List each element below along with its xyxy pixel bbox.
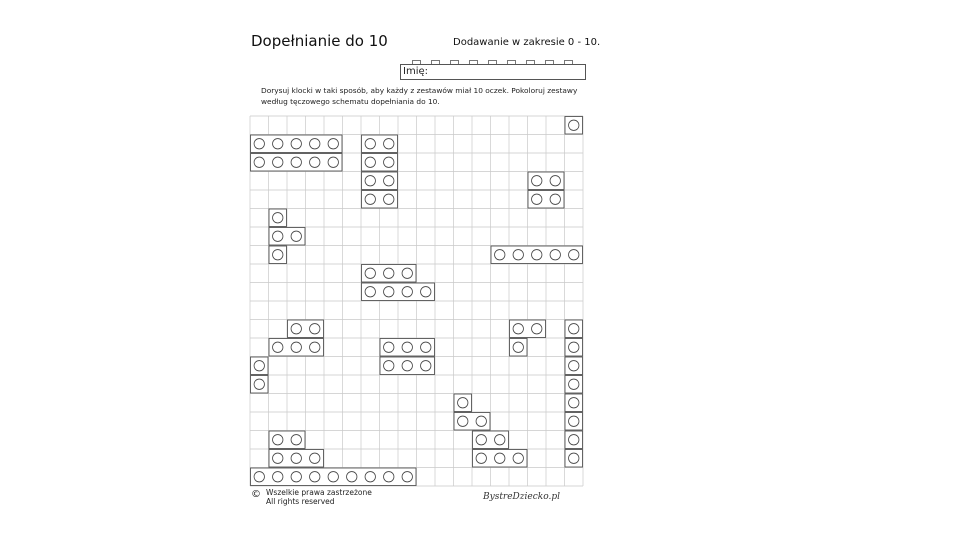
stud-icon <box>328 139 338 149</box>
stud-icon <box>254 472 264 482</box>
stud-icon <box>273 342 283 352</box>
stud-icon <box>365 176 375 186</box>
stud-icon <box>273 139 283 149</box>
stud-icon <box>291 231 301 241</box>
stud-icon <box>550 250 560 260</box>
stud-icon <box>569 416 579 426</box>
instruction-text: Dorysuj klocki w taki sposób, aby każdy z zestawów miał 10 oczek. Pokoloruj zestawy według tęczowego schematu dopełniania do 10. <box>261 86 578 106</box>
copyright-line-1: Wszelkie prawa zastrzeżone <box>266 488 372 497</box>
stud-icon <box>476 453 486 463</box>
stud-icon <box>291 435 301 445</box>
stud-icon <box>550 176 560 186</box>
stud-icon <box>291 157 301 167</box>
stud-icon <box>310 453 320 463</box>
stud-icon <box>365 194 375 204</box>
name-label: Imię: <box>403 66 428 77</box>
stud-icon <box>476 435 486 445</box>
stud-icon <box>402 472 412 482</box>
stud-icon <box>569 398 579 408</box>
stud-icon <box>550 194 560 204</box>
stud-icon <box>402 342 412 352</box>
stud-icon <box>384 268 394 278</box>
stud-icon <box>384 472 394 482</box>
stud-icon <box>310 342 320 352</box>
stud-icon <box>569 120 579 130</box>
stud-icon <box>273 453 283 463</box>
stud-icon <box>384 287 394 297</box>
stud-icon <box>513 342 523 352</box>
stud-icon <box>421 287 431 297</box>
stud-icon <box>402 287 412 297</box>
stud-icon <box>254 157 264 167</box>
stud-icon <box>402 361 412 371</box>
stud-icon <box>254 379 264 389</box>
stud-icon <box>569 250 579 260</box>
stud-icon <box>291 453 301 463</box>
stud-icon <box>254 139 264 149</box>
stud-icon <box>532 250 542 260</box>
stud-icon <box>532 324 542 334</box>
stud-icon <box>273 157 283 167</box>
stud-icon <box>476 416 486 426</box>
stud-icon <box>384 157 394 167</box>
stud-icon <box>273 435 283 445</box>
grid-lines <box>250 116 583 486</box>
brick-set-row-5 <box>491 246 583 264</box>
stud-icon <box>569 361 579 371</box>
stud-icon <box>291 342 301 352</box>
stud-icon <box>365 139 375 149</box>
stud-icon <box>384 342 394 352</box>
stud-icon <box>254 361 264 371</box>
stud-icon <box>384 194 394 204</box>
stud-icon <box>384 176 394 186</box>
stud-icon <box>273 213 283 223</box>
brick-set-single-top <box>565 117 583 135</box>
page-title: Dopełnianie do 10 <box>251 32 388 50</box>
brick-set-row-9 <box>251 468 417 486</box>
stud-icon <box>569 379 579 389</box>
stud-icon <box>513 250 523 260</box>
stud-icon <box>291 324 301 334</box>
stud-icon <box>513 324 523 334</box>
stud-icon <box>495 435 505 445</box>
stud-icon <box>310 139 320 149</box>
page-subtitle: Dodawanie w zakresie 0 - 10. <box>453 37 601 48</box>
stud-icon <box>365 287 375 297</box>
stud-icon <box>273 231 283 241</box>
stud-icon <box>458 398 468 408</box>
brand-logo: BystreDziecko.pl <box>483 492 560 502</box>
stud-icon <box>291 472 301 482</box>
copyright-icon: © <box>251 489 261 500</box>
stud-icon <box>569 453 579 463</box>
stud-icon <box>532 194 542 204</box>
stud-icon <box>495 453 505 463</box>
stud-icon <box>365 157 375 167</box>
stud-icon <box>513 453 523 463</box>
stud-icon <box>273 472 283 482</box>
stud-icon <box>421 342 431 352</box>
stud-icon <box>310 324 320 334</box>
stud-icon <box>421 361 431 371</box>
stud-icon <box>291 139 301 149</box>
stud-icon <box>328 157 338 167</box>
stud-icon <box>310 157 320 167</box>
stud-icon <box>532 176 542 186</box>
stud-icon <box>310 472 320 482</box>
stud-icon <box>384 139 394 149</box>
stud-icon <box>458 416 468 426</box>
stud-icon <box>402 268 412 278</box>
stud-icon <box>569 342 579 352</box>
stud-icon <box>569 324 579 334</box>
stud-icon <box>495 250 505 260</box>
stud-icon <box>569 435 579 445</box>
copyright-line-2: All rights reserved <box>266 497 335 506</box>
stud-icon <box>347 472 357 482</box>
stud-icon <box>273 250 283 260</box>
stud-icon <box>384 361 394 371</box>
stud-icon <box>328 472 338 482</box>
stud-icon <box>365 268 375 278</box>
stud-icon <box>365 472 375 482</box>
